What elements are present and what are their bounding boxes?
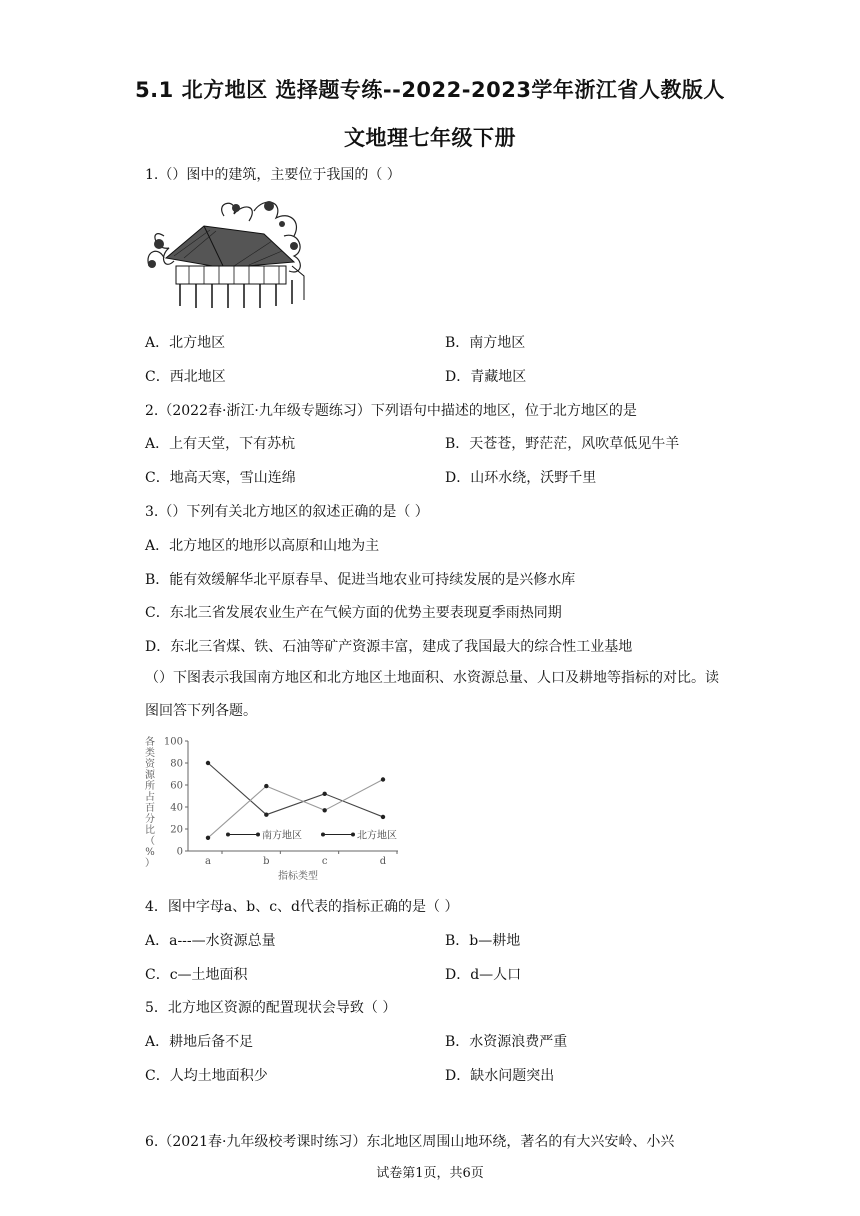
y-axis-label-char: 各 (145, 737, 155, 748)
question-4-stem: 4．图中字母a、b、c、d代表的指标正确的是（ ） (145, 899, 459, 915)
series-line-1 (208, 780, 383, 838)
x-tick-label: a (205, 856, 211, 867)
q4-option-d: D．d—人口 (445, 967, 522, 983)
question-2-stem: 2.（2022春·浙江·九年级专题练习）下列语句中描述的地区，位于北方地区的是 (145, 403, 637, 419)
resource-comparison-chart (140, 735, 410, 885)
q1-option-c: C．西北地区 (145, 369, 226, 385)
legend-marker-1 (321, 833, 325, 837)
y-tick-label: 80 (170, 758, 183, 770)
x-tick-label: b (263, 856, 270, 867)
q4-option-b: B．b—耕地 (445, 933, 521, 949)
doc-title-line2: 文地理七年级下册 (344, 126, 516, 150)
data-point-0 (206, 761, 210, 765)
q1-option-a: A．北方地区 (145, 335, 226, 351)
y-tick-label: 40 (170, 802, 183, 814)
data-point-0 (381, 815, 385, 819)
page-footer: 试卷第1页，共6页 (376, 1166, 484, 1181)
q5-option-a: A．耕地后备不足 (145, 1034, 254, 1050)
y-axis-label-char: 占 (145, 792, 155, 803)
q5-option-b: B．水资源浪费严重 (445, 1034, 568, 1050)
x-tick-label: c (321, 856, 328, 867)
data-point-1 (322, 808, 326, 812)
q2-option-d: D．山环水绕，沃野千里 (445, 470, 597, 486)
y-tick-label: 60 (170, 780, 183, 792)
q3-option-a: A．北方地区的地形以高原和山地为主 (145, 538, 380, 554)
legend-marker-1 (351, 833, 355, 837)
question-6-stem: 6.（2021春·九年级校考课时练习）东北地区周围山地环绕，著名的有大兴安岭、小兴 (145, 1134, 675, 1150)
q4-option-c: C．c—土地面积 (145, 967, 248, 983)
y-axis-label-char: 比 (145, 825, 155, 836)
y-tick-label: 0 (176, 846, 183, 858)
legend-marker-0 (226, 833, 230, 837)
y-axis-label-char: 资 (145, 759, 155, 770)
q3-option-b: B．能有效缓解华北平原春旱、促进当地农业可持续发展的是兴修水库 (145, 572, 576, 588)
legend-label-0: 南方地区 (262, 830, 302, 842)
y-axis-label-char: 分 (145, 814, 155, 825)
x-axis-label: 指标类型 (278, 871, 318, 882)
q3-option-d: D．东北三省煤、铁、石油等矿产资源丰富，建成了我国最大的综合性工业基地 (145, 639, 633, 655)
stilt-house-illustration (144, 196, 308, 316)
q2-option-b: B．天苍苍，野茫茫，风吹草低见牛羊 (445, 436, 680, 452)
legend-label-1: 北方地区 (357, 830, 397, 842)
data-point-0 (322, 792, 326, 796)
q3-option-c: C．东北三省发展农业生产在气候方面的优势主要表现夏季雨热同期 (145, 605, 562, 621)
doc-title-line1: 5.1 北方地区 选择题专练--2022-2023学年浙江省人教版人 (135, 78, 725, 102)
data-point-0 (264, 813, 268, 817)
legend-marker-0 (256, 833, 260, 837)
y-axis-label-char: （ (145, 836, 155, 847)
question-1-stem: 1.（）图中的建筑，主要位于我国的（ ） (145, 167, 401, 183)
y-axis-label-char: % (145, 847, 155, 858)
q4-5-intro: （）下图表示我国南方地区和北方地区土地面积、水资源总量、人口及耕地等指标的对比。读图回答下列各题。 (145, 670, 719, 719)
q4-option-a: A．a---—水资源总量 (145, 933, 276, 949)
series-line-0 (208, 763, 383, 817)
q5-option-c: C．人均土地面积少 (145, 1068, 268, 1084)
question-5-stem: 5．北方地区资源的配置现状会导致（ ） (145, 1000, 397, 1016)
y-axis-label-char: 类 (145, 748, 155, 759)
y-axis-label-char: ） (145, 858, 155, 869)
q1-option-b: B．南方地区 (445, 335, 526, 351)
question-3-stem: 3.（）下列有关北方地区的叙述正确的是（ ） (145, 504, 429, 520)
q2-option-c: C．地高天寒，雪山连绵 (145, 470, 296, 486)
q1-option-d: D．青藏地区 (445, 369, 527, 385)
y-axis-label-char: 百 (145, 803, 155, 814)
q5-option-d: D．缺水问题突出 (445, 1068, 555, 1084)
data-point-1 (264, 784, 268, 788)
y-tick-label: 20 (170, 824, 183, 836)
x-tick-label: d (379, 856, 387, 867)
data-point-1 (206, 836, 210, 840)
q2-option-a: A．上有天堂，下有苏杭 (145, 436, 296, 452)
y-axis-label-char: 所 (145, 781, 155, 792)
data-point-1 (381, 777, 385, 781)
y-axis-label-char: 源 (145, 770, 155, 781)
y-tick-label: 100 (163, 736, 183, 748)
